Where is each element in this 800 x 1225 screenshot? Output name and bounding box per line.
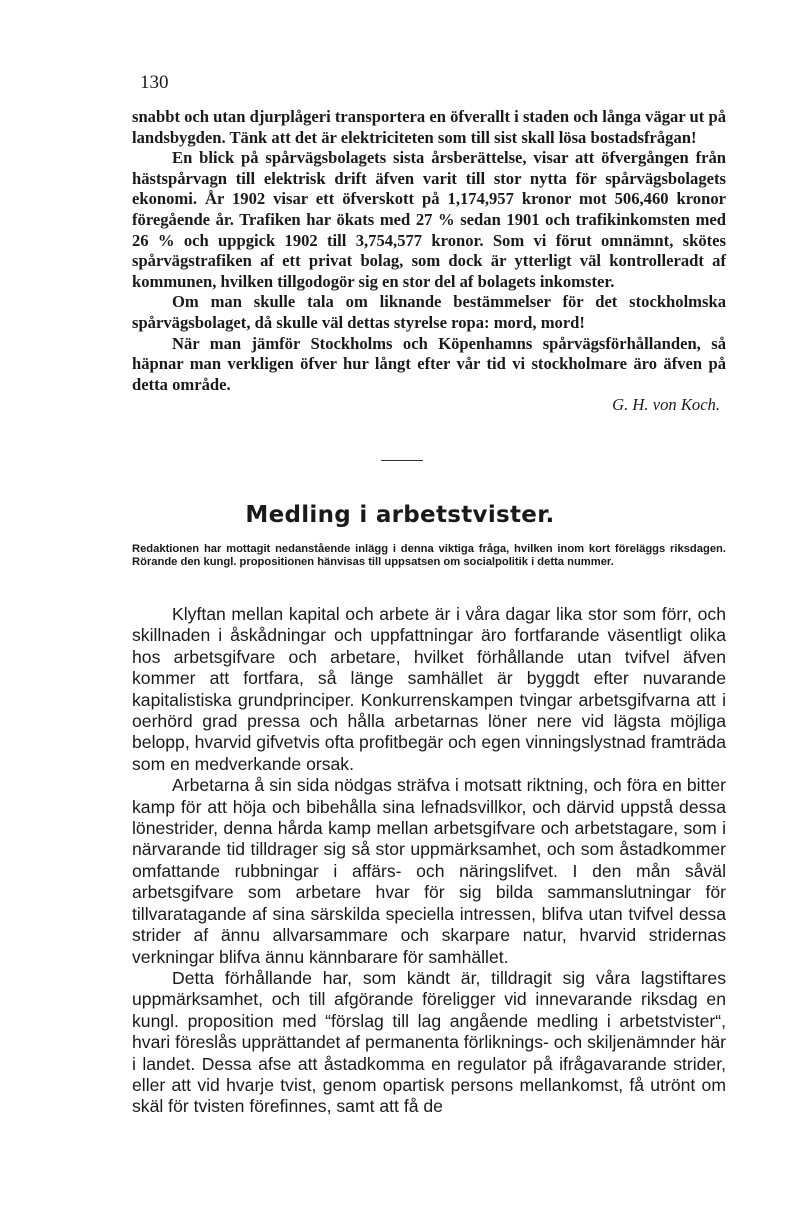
closing-line xyxy=(132,334,726,396)
previous-article-paragraph: Om man skulle tala om liknande bestämmelser för det stockholmska spårvägsbolaget, då skulle väl dettas styrelse ropa: mord, mord! xyxy=(132,292,726,332)
signature-row xyxy=(132,395,726,416)
article-title: Medling i arbetstvister. xyxy=(245,502,555,528)
editor-note-block xyxy=(132,543,726,570)
section-divider xyxy=(381,460,423,461)
previous-article-paragraph: En blick på spårvägsbolagets sista årsberättelse, visar att öfvergången från hästspårvagn till elektrisk drift äfven varit till stor nytta för spårvägsbolagets ekonomi. År 1902 visar ett öfverskott på 1,174,957 kronor mot 506,460 kronor föregående år. Trafiken har ökats med 27 % sedan 1901 och trafikinkomsten med 26 % och uppgick 1902 till 3,754,577 kronor. Som vi förut omnämnt, skötes spårvägstrafiken af ett privat bolag, som dock är ytterligt väl kontrolleradt af kommunen, hvilken tillgodogör sig en stor del af bolagets inkomster. xyxy=(132,148,726,291)
page-number: 130 xyxy=(140,72,169,93)
article-paragraph: Arbetarna å sin sida nödgas sträfva i motsatt riktning, och föra en bitter kamp för att höja och bibehålla sina lefnadsvillkor, och därvid uppstå dessa lönestrider, denna hårda kamp mellan arbetsgifvare och arbetstagare, som i närvarande tid tilldrager sig så stor uppmärksamhet, och som åstadkommer omfattande rubbningar i affärs- och näringslifvet. I den mån såväl arbetsgifvare som arbetare hvar för sig bilda sammanslutningar för tillvaratagande af sina särskilda speciella intressen, blifva utan tvifvel dessa strider af ännu allvarsammare och skarpare natur, hvarvid stridernas verkningar blifva ännu kännbarare för samhället. xyxy=(132,775,726,967)
article-body xyxy=(132,604,726,1118)
previous-article-paragraph: När man jämför Stockholms och Köpenhamns spårvägsförhållanden, så häpnar man verkligen öfver hur långt efter vår tid vi stockholmare äro äfven på detta område. xyxy=(132,333,726,394)
previous-article-paragraph: snabbt och utan djurplågeri transportera en öfverallt i staden och långa vägar ut på landsbygden. Tänk att det är elektriciteten som till sist skall lösa bostadsfrågan! xyxy=(132,107,726,147)
article-paragraph: Klyftan mellan kapital och arbete är i våra dagar lika stor som förr, och skillnaden i åskådningar och uppfattningar äro fortfarande väsentligt olika hos arbetsgifvare och arbetare, hvilket förhållande utan tvifvel äfven kommer att fortfara, så länge samhället är byggdt efter nuvarande kapitalistiska grundprinciper. Konkurrenskampen tvingar arbetsgifvarna att i oerhörd grad pressa och hålla arbetarnas löner nere vid lägsta möjliga belopp, hvarvid gifvetvis ofta profitbegär och egen vinningslystnad framträda som en medverkande orsak. xyxy=(132,604,726,774)
editor-note: Redaktionen har mottagit nedanstående inlägg i denna viktiga fråga, hvilken inom kort föreläggs riksdagen. Rörande den kungl. propositionen hänvisas till uppsatsen om socialpolitik i detta nummer. xyxy=(132,543,726,569)
author-signature: G. H. von Koch. xyxy=(612,395,720,415)
article-paragraph: Detta förhållande har, som kändt är, tilldragit sig våra lagstiftares uppmärksamhet, och till afgörande föreligger vid innevarande riksdag en kungl. proposition med “förslag till lag angående medling i arbetstvister“, hvari föreslås upprättandet af permanenta förliknings- och skiljenämnder här i landet. Dessa afse att åstadkomma en regulator på ifrågavarande strider, eller att vid hvarje tvist, genom opartisk persons mellankomst, få utrönt om skäl för tvisten förefinnes, samt att få de xyxy=(132,967,726,1117)
previous-article xyxy=(132,107,726,416)
